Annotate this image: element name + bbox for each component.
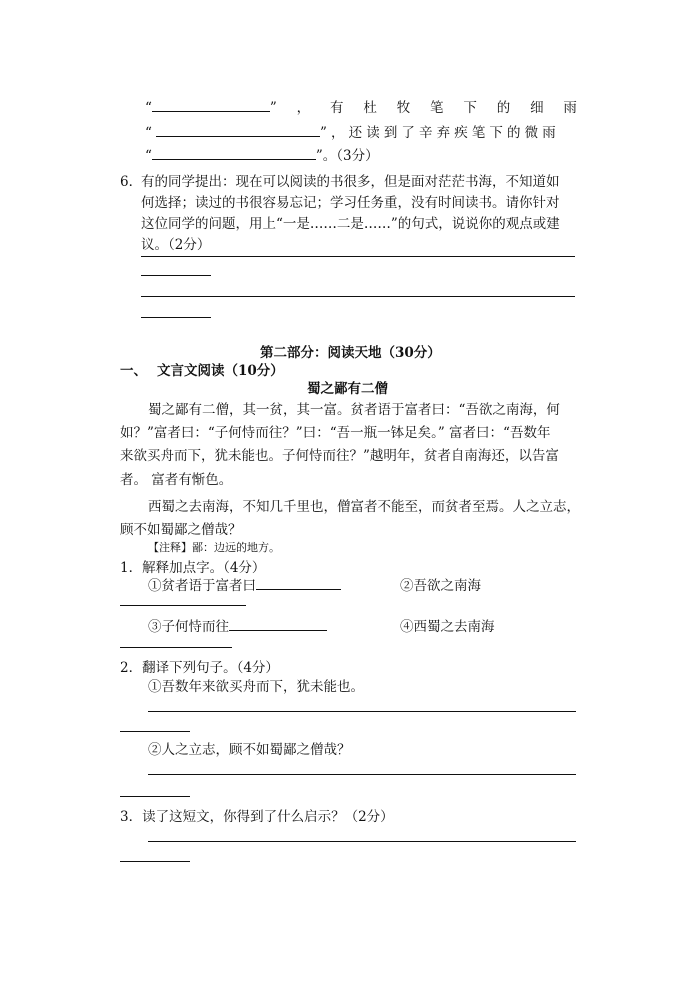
passage-title: 蜀之鄙有二僧 xyxy=(307,381,388,397)
q1-item-a: ①贫者语于富者曰 xyxy=(148,574,341,594)
q5-line1-char: 笔 xyxy=(430,100,444,116)
q6-number: 6． xyxy=(120,174,143,190)
passage-p2-line2: 顾不如蜀鄙之僧哉？ xyxy=(120,522,242,538)
q6-text-line3: 这位同学的问题，用上“一是……二是……”的句式，说说你的观点或建 xyxy=(141,216,560,232)
q3-answer-line[interactable] xyxy=(148,841,576,842)
answer-blank[interactable] xyxy=(156,124,320,137)
q2-answer-line[interactable] xyxy=(148,774,576,775)
q5-line1-char: 牧 xyxy=(396,100,411,116)
q5-line1-char: 有 xyxy=(330,100,344,116)
q2-item-a: ①吾数年来欲买舟而下，犹未能也。 xyxy=(148,679,364,695)
q6-text-line4: 议。（2分） xyxy=(141,237,211,253)
q5-line1 xyxy=(145,96,577,116)
q2-answer-line[interactable] xyxy=(148,711,576,712)
q1-item-d: ④西蜀之去南海 xyxy=(400,619,495,635)
q6-answer-line[interactable] xyxy=(141,275,211,276)
passage-p1-line2: 如？”富者曰：“子何恃而往？”曰：“吾一瓶一钵足矣。” 富者曰：“吾数年 xyxy=(120,425,551,441)
passage-p1-line4: 者。 富者有惭色。 xyxy=(120,472,233,488)
answer-blank[interactable] xyxy=(229,618,327,631)
q2-answer-line[interactable] xyxy=(120,731,190,732)
passage-p1-line1: 蜀之鄙有二僧，其一贫，其一富。贫者语于富者曰：“吾欲之南海，何 xyxy=(148,402,560,418)
q5-line1-char: 雨 xyxy=(563,100,577,116)
section-title: 文言文阅读（10分） xyxy=(157,363,284,379)
q3-stem: 3．读了这短文，你得到了什么启示？（2分） xyxy=(120,809,394,825)
q6-answer-line[interactable] xyxy=(141,256,575,257)
q6-text-line2: 何选择；读过的书很容易忘记；学习任务重，没有时间读书。请你针对 xyxy=(141,195,560,211)
q1-answer-line[interactable] xyxy=(120,647,232,648)
q6-text-line1: 有的同学提出：现在可以阅读的书很多，但是面对茫茫书海，不知道如 xyxy=(141,174,560,190)
section-number: 一、 xyxy=(120,363,147,379)
q5-line1-blank: “ ” xyxy=(145,100,277,116)
q5-line2: “ ”，还读到了辛弃疾笔下的微雨 xyxy=(145,125,560,141)
q5-line1-char: 下 xyxy=(463,100,477,116)
q5-line1-char: 细 xyxy=(530,100,544,116)
passage-note: 【注释】鄙：边远的地方。 xyxy=(148,541,280,554)
q6-answer-line[interactable] xyxy=(141,296,575,297)
passage-p1-line3: 来欲买舟而下，犹未能也。子何恃而往？”越明年，贫者自南海还，以告富 xyxy=(120,448,559,464)
q2-answer-line[interactable] xyxy=(120,796,190,797)
q3-answer-line[interactable] xyxy=(120,861,190,862)
passage-p2-line1: 西蜀之去南海，不知几千里也，僧富者不能至，而贫者至焉。人之立志， xyxy=(148,499,580,515)
q5-line1-char: 杜 xyxy=(363,100,377,116)
q6-answer-line[interactable] xyxy=(141,317,211,318)
q2-stem: 2．翻译下列句子。（4分） xyxy=(120,660,279,676)
q2-item-b: ②人之立志，顾不如蜀鄙之僧哉？ xyxy=(148,742,351,758)
q1-item-b: ②吾欲之南海 xyxy=(400,578,481,594)
answer-blank[interactable] xyxy=(152,99,270,112)
q1-answer-line[interactable] xyxy=(120,605,246,606)
part2-title: 第二部分：阅读天地（30分） xyxy=(260,345,441,361)
q5-line3: “ ”。（3分） xyxy=(145,148,379,164)
answer-blank[interactable] xyxy=(152,147,316,160)
q1-stem: 1．解释加点字。（4分） xyxy=(120,560,266,576)
q1-item-c: ③子何恃而往 xyxy=(148,615,327,635)
q5-line1-char: ， xyxy=(296,100,311,116)
q5-line1-char: 的 xyxy=(496,100,511,116)
answer-blank[interactable] xyxy=(256,577,341,590)
